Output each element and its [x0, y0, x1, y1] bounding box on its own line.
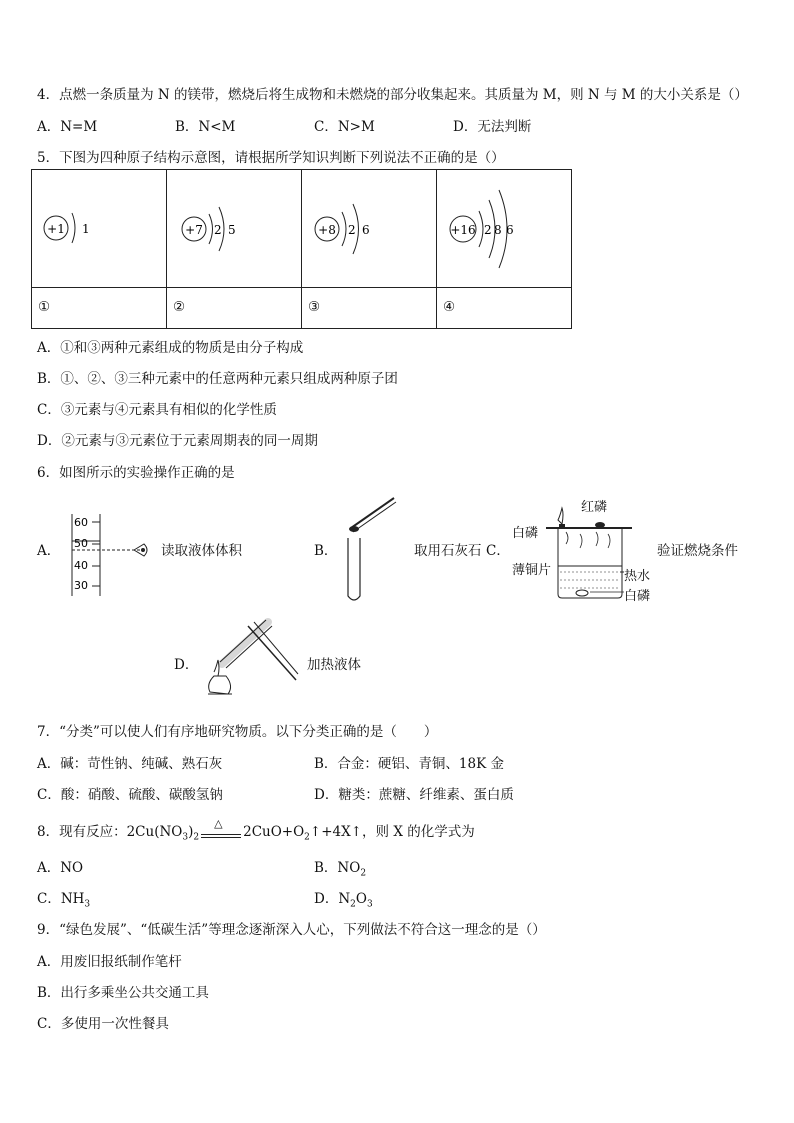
q4-option-b: B．N<M	[175, 119, 236, 135]
q9-option-c: C．多使用一次性餐具	[37, 1016, 169, 1032]
atom-cell-4	[437, 170, 572, 288]
c-label-copper-sheet: 薄铜片	[512, 563, 552, 578]
atom-4-shell-3: 6	[506, 223, 514, 237]
atom-label-1: ①	[38, 299, 51, 315]
q5-option-a: A．①和③两种元素组成的物质是由分子构成	[37, 340, 304, 356]
q8-option-c: C．$NH_3$	[37, 891, 91, 910]
atom-4-shell-2: 8	[494, 223, 502, 237]
c-label-white-phosphorus: 白磷	[512, 526, 539, 541]
q5-option-c: C．③元素与④元素具有相似的化学性质	[37, 402, 277, 418]
atom-structure-table	[31, 169, 572, 329]
atom-cell-2	[167, 170, 302, 288]
q8-reaction-condition	[199, 816, 243, 840]
q7-option-c: C．酸：硝酸、硫酸、碳酸氢钠	[37, 787, 223, 803]
atom-label-3: ③	[308, 299, 321, 315]
q9-stem: 9．“绿色发展”、“低碳生活”等理念逐渐深入人心，下列做法不符合这一理念的是（）	[37, 922, 546, 938]
q7-option-a: A．碱：苛性钠、纯碱、熟石灰	[37, 756, 223, 772]
atom-3-nucleus: +8	[318, 223, 336, 237]
q8-option-b: B．$NO_2$	[314, 860, 367, 879]
atom-2-shell-2: 5	[228, 223, 236, 237]
atom-diagram-2	[167, 170, 301, 283]
q6-c-label: 验证燃烧条件	[657, 543, 738, 559]
atom-label-2: ②	[173, 299, 186, 315]
atom-diagram-3	[302, 170, 436, 283]
delta-icon: △	[214, 816, 223, 830]
atom-1-shell-1: 1	[82, 222, 90, 236]
atom-cell-3	[302, 170, 437, 288]
atom-2-shell-1: 2	[214, 223, 222, 237]
atom-label-cell-4	[437, 288, 572, 329]
q6-b-label: 取用石灰石	[414, 543, 482, 559]
eye-icon	[134, 544, 147, 556]
atom-4-nucleus: +16	[450, 223, 476, 237]
q8-stem-prefix: 8．现有反应：2Cu(NO	[37, 824, 183, 840]
q5-option-d: D．②元素与③元素位于元素周期表的同一周期	[37, 433, 318, 449]
flame-icon	[214, 660, 219, 676]
flame-icon	[558, 508, 563, 524]
q8-paren: )	[188, 824, 194, 840]
q7-option-d: D．糖类：蔗糖、纤维素、蛋白质	[314, 787, 514, 803]
atom-3-shell-2: 6	[362, 223, 370, 237]
q9-option-b: B．出行多乘坐公共交通工具	[37, 985, 209, 1001]
q8-o-sub: 2	[304, 832, 310, 843]
heating-liquid-diagram	[198, 612, 302, 704]
q9-option-a: A．用废旧报纸制作笔杆	[37, 954, 182, 970]
atom-1-nucleus: +1	[47, 222, 65, 236]
q4-stem: 4．点燃一条质量为 N 的镁带，燃烧后将生成物和未燃烧的部分收集起来。其质量为 M，则 N 与 M 的大小关系是（）	[37, 87, 748, 103]
tick-60: 60	[74, 516, 88, 529]
q6-b-letter: B．	[314, 543, 338, 559]
q8-stem	[37, 816, 475, 843]
atom-4-shell-1: 2	[484, 223, 492, 237]
atom-cell-1	[32, 170, 167, 288]
q8-stem-end: ↑+4X↑，则 X 的化学式为	[309, 824, 475, 840]
q8-option-a: A．NO	[37, 860, 84, 876]
atom-3-shell-1: 2	[348, 223, 356, 237]
q4-option-c: C．N>M	[314, 119, 375, 135]
atom-label-cell-3	[302, 288, 437, 329]
q6-stem: 6．如图所示的实验操作正确的是	[37, 465, 235, 481]
c-label-hot-water: 热水	[624, 569, 651, 584]
atom-label-cell-1	[32, 288, 167, 329]
c-label-white-phosphorus-2: 白磷	[624, 589, 651, 604]
q5-option-b: B．①、②、③三种元素中的任意两种元素只组成两种原子团	[37, 371, 398, 387]
q6-d-letter: D．	[174, 657, 199, 673]
q8-stem-suffix: 2CuO+O	[243, 824, 305, 840]
q4-option-d: D．无法判断	[453, 119, 532, 135]
tick-50: 50	[74, 537, 88, 550]
c-label-red-phosphorus: 红磷	[581, 500, 608, 515]
atom-2-nucleus: +7	[185, 223, 203, 237]
tick-30: 30	[74, 579, 88, 592]
q5-stem: 5．下图为四种原子结构示意图，请根据所学知识判断下列说法不正确的是（）	[37, 150, 505, 166]
q6-c-letter: C．	[486, 543, 510, 559]
atom-label-4: ④	[443, 299, 456, 315]
q6-a-letter: A．	[37, 543, 61, 559]
test-tube-tongs-diagram	[336, 494, 406, 606]
tick-40: 40	[74, 559, 88, 572]
q7-stem: 7．“分类”可以使人们有序地研究物质。以下分类正确的是（ ）	[37, 724, 438, 740]
q6-d-label: 加热液体	[307, 657, 361, 673]
graduated-cylinder-diagram	[62, 510, 157, 598]
atom-label-cell-2	[167, 288, 302, 329]
q8-sub-3: 3	[182, 832, 189, 843]
q7-option-b: B．合金：硬铝、青铜、18K 金	[314, 756, 504, 772]
q6-a-label: 读取液体体积	[161, 543, 242, 559]
q4-option-a: A．N=M	[37, 119, 98, 135]
atom-diagram-1	[32, 170, 166, 283]
q8-option-d: D．$N_2O_3$	[314, 891, 373, 910]
atom-diagram-4	[437, 170, 571, 283]
q8-sub-2: 2	[193, 832, 200, 843]
